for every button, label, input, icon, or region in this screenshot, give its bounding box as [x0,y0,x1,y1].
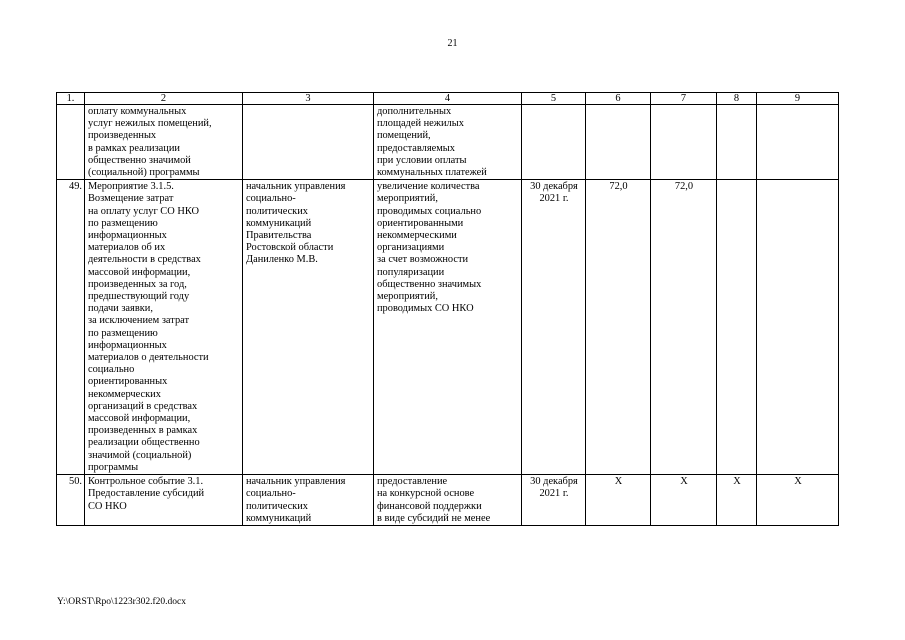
file-path-footer: Y:\ORST\Rpo\1223r302.f20.docx [57,597,186,607]
date-cell: 30 декабря 2021 г. [522,180,586,475]
responsible-cell: начальник управления социально- политических коммуникаций [243,475,374,526]
value-cell: Х [757,475,839,526]
value-cell [586,105,651,180]
value-cell [651,105,717,180]
header-cell: 2 [85,93,243,105]
row-number-cell: 49. [57,180,85,475]
value-cell: Х [717,475,757,526]
responsible-cell: начальник управления социально- политических коммуникаций Правительства Ростовской области Даниленко М.В. [243,180,374,475]
activity-cell: Мероприятие 3.1.5. Возмещение затрат на оплату услуг СО НКО по размещению информационных материалов об их деятельности в средствах массовой информации, произведенных за год, предшествующий году подачи заявки, за исключением затрат по размещению информационных материалов о деятельности социально ориентированных некоммерческих организаций в средствах массовой информации, произведенных в рамках реализации общественно значимой (социальной) программы [85,180,243,475]
date-cell: 30 декабря 2021 г. [522,475,586,526]
page-number: 21 [447,38,458,49]
value-cell: 72,0 [651,180,717,475]
row-number-cell [57,105,85,180]
header-cell: 3 [243,93,374,105]
plan-table [56,92,839,526]
header-cell: 9 [757,93,839,105]
table-row [57,180,839,475]
header-row [57,93,839,105]
header-cell: 6 [586,93,651,105]
activity-cell: оплату коммунальных услуг нежилых помещений, произведенных в рамках реализации общественно значимой (социальной) программы [85,105,243,180]
result-cell: дополнительных площадей нежилых помещений, предоставляемых при условии оплаты коммунальных платежей [374,105,522,180]
value-cell [717,105,757,180]
result-cell: увеличение количества мероприятий, проводимых социально ориентированными некоммерческими организациями за счет возможности популяризации общественно значимых мероприятий, проводимых СО НКО [374,180,522,475]
header-cell: 4 [374,93,522,105]
value-cell: Х [651,475,717,526]
value-cell [717,180,757,475]
result-cell: предоставление на конкурсной основе финансовой поддержки в виде субсидий не менее [374,475,522,526]
responsible-cell [243,105,374,180]
activity-cell: Контрольное событие 3.1. Предоставление субсидий СО НКО [85,475,243,526]
value-cell [757,105,839,180]
row-number-cell: 50. [57,475,85,526]
date-cell [522,105,586,180]
table-row [57,475,839,526]
header-cell: 1. [57,93,85,105]
header-cell: 7 [651,93,717,105]
header-cell: 8 [717,93,757,105]
value-cell: Х [586,475,651,526]
header-cell: 5 [522,93,586,105]
value-cell [757,180,839,475]
continuation-row [57,105,839,180]
value-cell: 72,0 [586,180,651,475]
